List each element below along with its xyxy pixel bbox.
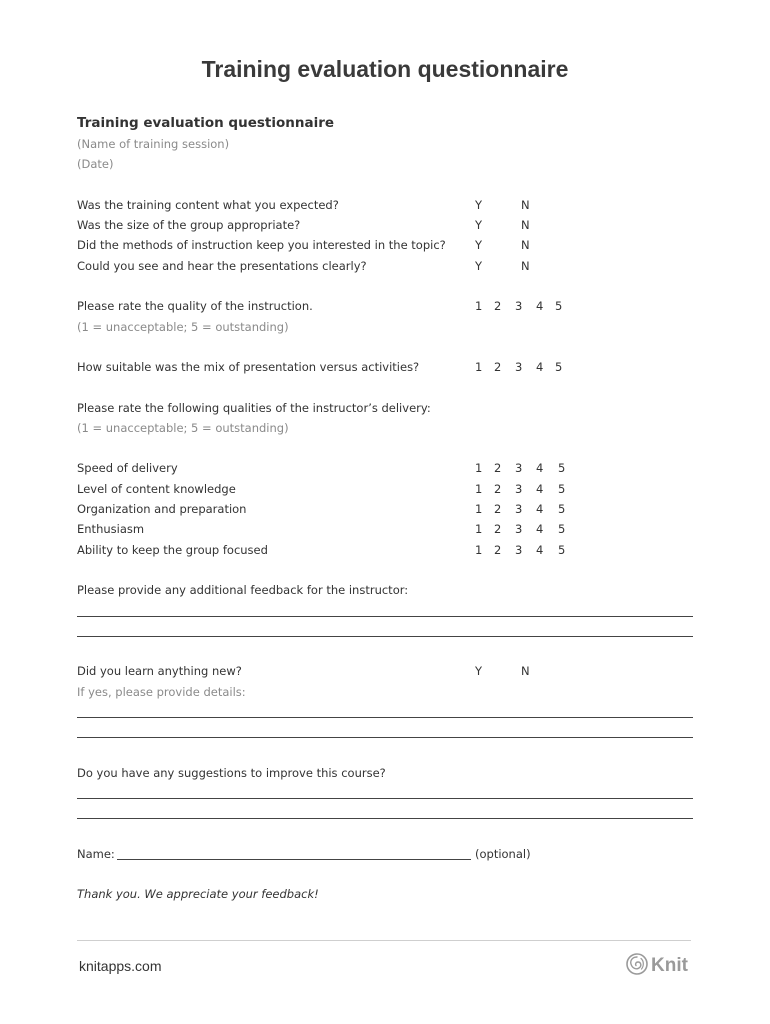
- no-option[interactable]: N: [521, 198, 530, 212]
- details-answer-line[interactable]: [77, 737, 693, 738]
- rating-option[interactable]: 1: [475, 360, 483, 374]
- rating-scale: [475, 461, 570, 475]
- rating-option[interactable]: 1: [475, 522, 483, 536]
- rating-option[interactable]: 5: [555, 299, 563, 313]
- delivery-item-knowledge: Level of content knowledge: [77, 482, 236, 496]
- question-group-size: Was the size of the group appropriate?: [77, 218, 301, 232]
- rating-option[interactable]: 4: [536, 461, 544, 475]
- name-field[interactable]: [117, 859, 471, 860]
- rating-option[interactable]: 1: [475, 502, 483, 516]
- yn-options: [475, 259, 535, 273]
- question-rate-quality: Please rate the quality of the instruction.: [77, 299, 313, 313]
- feedback-answer-line[interactable]: [77, 636, 693, 637]
- rating-option[interactable]: 4: [536, 299, 544, 313]
- rating-option[interactable]: 4: [536, 360, 544, 374]
- question-learn-new: Did you learn anything new?: [77, 664, 242, 678]
- question-content-expected: Was the training content what you expected?: [77, 198, 339, 212]
- rating-option[interactable]: 4: [536, 522, 544, 536]
- rating-option[interactable]: 5: [558, 543, 566, 557]
- no-option[interactable]: N: [521, 664, 530, 678]
- no-option[interactable]: N: [521, 218, 530, 232]
- rating-scale: [475, 482, 570, 496]
- feedback-answer-line[interactable]: [77, 616, 693, 617]
- rating-option[interactable]: 5: [558, 461, 566, 475]
- rating-hint: (1 = unacceptable; 5 = outstanding): [77, 421, 289, 435]
- rating-option[interactable]: 4: [536, 502, 544, 516]
- rating-scale: [475, 502, 570, 516]
- rating-option[interactable]: 3: [515, 360, 523, 374]
- footer-divider: [77, 940, 691, 941]
- footer-url[interactable]: knitapps.com: [79, 958, 162, 974]
- rating-option[interactable]: 1: [475, 543, 483, 557]
- suggestions-answer-line[interactable]: [77, 818, 693, 819]
- knit-swirl-icon: [626, 953, 648, 979]
- rating-option[interactable]: 3: [515, 543, 523, 557]
- knit-logo: [626, 953, 688, 979]
- rating-option[interactable]: 1: [475, 461, 483, 475]
- yes-option[interactable]: Y: [475, 664, 483, 678]
- question-instruction-methods: Did the methods of instruction keep you interested in the topic?: [77, 238, 446, 252]
- rating-option[interactable]: 2: [494, 522, 502, 536]
- rating-option[interactable]: 5: [558, 482, 566, 496]
- feedback-prompt: Please provide any additional feedback for the instructor:: [77, 583, 409, 597]
- delivery-item-enthusiasm: Enthusiasm: [77, 522, 145, 536]
- yn-options: [475, 664, 535, 678]
- yn-options: [475, 238, 535, 252]
- yn-options: [475, 198, 535, 212]
- no-option[interactable]: N: [521, 259, 530, 273]
- delivery-item-organization: Organization and preparation: [77, 502, 247, 516]
- rating-option[interactable]: 3: [515, 461, 523, 475]
- no-option[interactable]: N: [521, 238, 530, 252]
- rating-option[interactable]: 3: [515, 502, 523, 516]
- rating-option[interactable]: 3: [515, 299, 523, 313]
- suggestions-answer-line[interactable]: [77, 798, 693, 799]
- rating-option[interactable]: 1: [475, 299, 483, 313]
- session-name-placeholder: (Name of training session): [77, 137, 230, 151]
- rating-option[interactable]: 4: [536, 543, 544, 557]
- optional-label: (optional): [475, 847, 531, 861]
- name-label: Name:: [77, 847, 115, 861]
- rating-hint: (1 = unacceptable; 5 = outstanding): [77, 320, 289, 334]
- details-answer-line[interactable]: [77, 717, 693, 718]
- rating-option[interactable]: 2: [494, 299, 502, 313]
- rating-option[interactable]: 2: [494, 543, 502, 557]
- delivery-prompt: Please rate the following qualities of the instructor’s delivery:: [77, 401, 431, 415]
- learn-hint: If yes, please provide details:: [77, 685, 246, 699]
- question-mix: How suitable was the mix of presentation versus activities?: [77, 360, 420, 374]
- yes-option[interactable]: Y: [475, 238, 483, 252]
- rating-scale: [475, 360, 570, 374]
- rating-option[interactable]: 2: [494, 482, 502, 496]
- rating-scale: [475, 522, 570, 536]
- yes-option[interactable]: Y: [475, 259, 483, 273]
- rating-option[interactable]: 3: [515, 482, 523, 496]
- rating-option[interactable]: 2: [494, 461, 502, 475]
- yn-options: [475, 218, 535, 232]
- rating-option[interactable]: 2: [494, 360, 502, 374]
- rating-scale: [475, 543, 570, 557]
- delivery-item-speed: Speed of delivery: [77, 461, 178, 475]
- thank-you-note: Thank you. We appreciate your feedback!: [77, 887, 319, 901]
- delivery-item-focus: Ability to keep the group focused: [77, 543, 268, 557]
- logo-text: Knit: [651, 955, 688, 976]
- rating-option[interactable]: 4: [536, 482, 544, 496]
- rating-option[interactable]: 5: [555, 360, 563, 374]
- page-title: Training evaluation questionnaire: [201, 56, 569, 82]
- question-see-hear: Could you see and hear the presentations clearly?: [77, 259, 367, 273]
- form-heading: Training evaluation questionnaire: [77, 115, 335, 131]
- rating-option[interactable]: 5: [558, 502, 566, 516]
- rating-scale: [475, 299, 570, 313]
- rating-option[interactable]: 3: [515, 522, 523, 536]
- rating-option[interactable]: 1: [475, 482, 483, 496]
- yes-option[interactable]: Y: [475, 198, 483, 212]
- date-placeholder: (Date): [77, 157, 114, 171]
- suggestions-prompt: Do you have any suggestions to improve this course?: [77, 766, 386, 780]
- yes-option[interactable]: Y: [475, 218, 483, 232]
- rating-option[interactable]: 2: [494, 502, 502, 516]
- rating-option[interactable]: 5: [558, 522, 566, 536]
